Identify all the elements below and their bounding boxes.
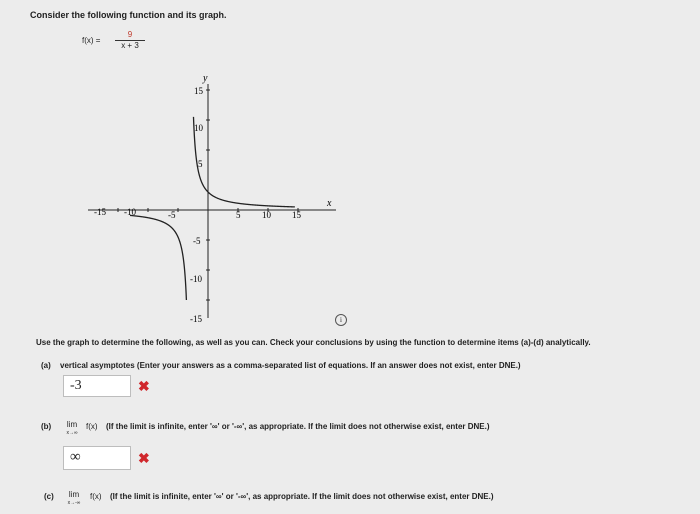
part-b-limit bbox=[62, 420, 82, 438]
part-b-incorrect-icon: ✖ bbox=[138, 450, 150, 466]
function-graph bbox=[80, 68, 340, 328]
y-tick-label: -15 bbox=[190, 314, 202, 324]
part-c-limit bbox=[62, 490, 86, 508]
part-c-limit-sub: x→-∞ bbox=[67, 500, 81, 506]
function-denominator: x + 3 bbox=[121, 41, 139, 50]
x-tick-label: 10 bbox=[262, 210, 271, 220]
intro-text: Consider the following function and its graph. bbox=[30, 10, 227, 20]
y-tick-label: 5 bbox=[198, 159, 203, 169]
part-c-label: (c) bbox=[44, 492, 54, 501]
function-fraction bbox=[112, 30, 148, 51]
function-lhs: f(x) = bbox=[82, 36, 101, 45]
part-a-incorrect-icon: ✖ bbox=[138, 378, 150, 394]
info-icon[interactable]: i bbox=[335, 314, 347, 326]
part-c-limit-word: lim bbox=[68, 490, 80, 499]
part-b-limit-fn: f(x) bbox=[86, 422, 98, 431]
part-b-answer-input[interactable]: ∞ bbox=[63, 446, 131, 470]
part-b-text: (If the limit is infinite, enter '∞' or '-∞', as appropriate. If the limit does not otherwise exist, enter DNE.) bbox=[106, 422, 490, 431]
curve-left-branch bbox=[130, 215, 186, 300]
x-tick-label: 5 bbox=[236, 210, 241, 220]
y-tick-label: -10 bbox=[190, 274, 202, 284]
function-numerator: 9 bbox=[127, 30, 133, 39]
y-axis-label: y bbox=[203, 73, 208, 84]
x-tick-label: 15 bbox=[292, 210, 301, 220]
curve-right-branch bbox=[193, 117, 294, 207]
part-c-limit-fn: f(x) bbox=[90, 492, 102, 501]
y-tick-label: -5 bbox=[193, 236, 201, 246]
part-a-label: (a) bbox=[41, 361, 51, 370]
part-b-limit-sub: x→∞ bbox=[66, 430, 78, 436]
x-tick-label: -5 bbox=[168, 210, 176, 220]
part-a-answer-input[interactable]: -3 bbox=[63, 375, 131, 397]
y-tick-label: 15 bbox=[194, 86, 203, 96]
part-a-text: vertical asymptotes (Enter your answers as a comma-separated list of equations. If an answer does not exist, enter DNE.) bbox=[60, 361, 521, 370]
instructions-text: Use the graph to determine the following, as well as you can. Check your conclusions by using the function to determine items (a)-(d) analytically. bbox=[36, 338, 591, 347]
part-b-limit-word: lim bbox=[66, 420, 78, 429]
x-axis-label: x bbox=[327, 198, 332, 209]
x-tick-label: -15 bbox=[94, 207, 106, 217]
part-c-text: (If the limit is infinite, enter '∞' or '-∞', as appropriate. If the limit does not otherwise exist, enter DNE.) bbox=[110, 492, 494, 501]
part-b-label: (b) bbox=[41, 422, 52, 431]
y-tick-label: 10 bbox=[194, 123, 203, 133]
x-tick-label: -10 bbox=[124, 207, 136, 217]
